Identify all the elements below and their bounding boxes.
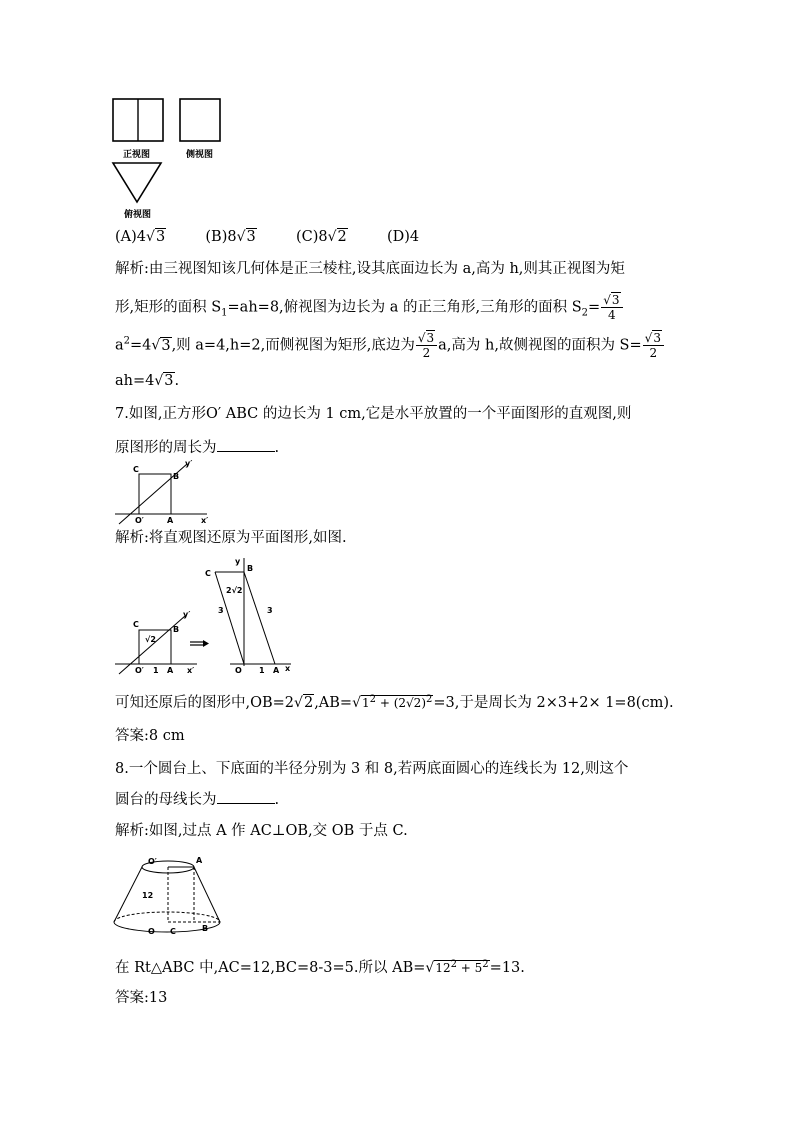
fig4-label-o: O [148, 927, 155, 936]
fig2-label-y: y′ [183, 610, 191, 619]
q8-question-line1: 8.一个圆台上、下底面的半径分别为 3 和 8,若两底面圆心的连线长为 12,则这个 [115, 761, 629, 777]
side-view-label: 侧视图 [186, 150, 214, 160]
option-b: (B)8√3 [205, 229, 256, 245]
fig2-label-b: B [173, 625, 180, 634]
fig4-label-twelve: 12 [142, 891, 154, 900]
fig4-label-o1: O′ [148, 857, 157, 866]
q7-question-line1: 7.如图,正方形O′ ABC 的边长为 1 cm,它是水平放置的一个平面图形的直观图,则 [115, 406, 632, 422]
fig2-label-r2: √2 [145, 635, 156, 644]
top-view-triangle [113, 163, 161, 202]
fig1-label-o: O′ [135, 516, 144, 525]
fig4-label-b: B [202, 924, 209, 933]
q8-solution-text: 解析:如图,过点 A 作 AC⊥OB,交 OB 于点 C. [115, 823, 408, 839]
q7-result-line: 可知还原后的图形中$,OB=2√2,AB=√1^2 + (2√2)^2=3$,于是周长为 2×3+2× 1=8(cm). [115, 694, 674, 711]
fraction-sqrt3-over-2-a: $\frac{√3}{2}$ [416, 331, 437, 360]
fig3-label-s1: 3 [218, 606, 224, 615]
answer-options [115, 227, 419, 247]
fig1-label-c: C [133, 465, 139, 474]
fig4-label-c: C [170, 927, 176, 936]
top-view-label: 俯视图 [124, 210, 152, 220]
fig1-label-b: B [173, 472, 180, 481]
fig1-label-a: A [167, 516, 174, 525]
q6-solution-line1: 解析:由三视图知该几何体是正三棱柱,设其底面边长为 a,高为 h,则其正视图为矩 [115, 261, 625, 277]
q8-answer-blank [217, 789, 275, 804]
fig3-label-one: 1 [259, 666, 265, 675]
fig4-label-a: A [196, 856, 203, 865]
fig3-label-s2: 3 [267, 606, 273, 615]
fig3-label-b: B [247, 564, 254, 573]
fraction-sqrt3-over-2-b: $\frac{√3}{2}$ [643, 331, 664, 360]
q8-answer: 答案:13 [115, 990, 168, 1006]
fig3-label-c: C [205, 569, 211, 578]
fig1-label-y: y′ [185, 459, 193, 468]
side-view-rect [180, 99, 220, 141]
option-a: (A)4√3 [115, 229, 166, 245]
fig2-label-o: O′ [135, 666, 144, 675]
fig3-label-a: A [273, 666, 280, 675]
front-view-label: 正视图 [123, 150, 151, 160]
q6-solution-line4: ah=4√3. [115, 373, 180, 389]
fig2-label-a: A [167, 666, 174, 675]
q7-answer-blank [217, 437, 275, 452]
fig3-label-y: y [235, 557, 241, 566]
q8-frustum-figure [112, 854, 224, 938]
three-view-figure [112, 98, 227, 222]
q7-question-line2: 原图形的周长为 . [115, 437, 279, 458]
q6-solution-line2: 形,矩形的面积 $S_1=ah=8$,俯视图为边长为 a 的正三角形,三角形的面积 $S_2=$ $\frac{√3}{4}$ [115, 293, 624, 323]
q7-answer: 答案:8 cm [115, 728, 185, 744]
q8-question-line2: 圆台的母线长为 . [115, 789, 279, 810]
q7-solution-text: 解析:将直观图还原为平面图形,如图. [115, 530, 347, 546]
fig3-label-t: 2√2 [226, 586, 243, 595]
fig3-label-o: O [235, 666, 242, 675]
fig2-label-c: C [133, 620, 139, 629]
q8-result-line: 在 Rt△ABC 中,AC=12,BC=8-3=5.所以 $AB=√12^2 + 5^2=13$. [115, 959, 525, 976]
q6-solution-line3: $a^2=4√3$,则 a=4,h=2,而侧视图为矩形,底边为 $\frac{√3}{2}$ a,高为 h,故侧视图的面积为 S= $\frac{√3}{2}$ [115, 331, 665, 360]
fig1-label-x: x′ [201, 516, 209, 525]
option-d: (D)4 [386, 229, 420, 245]
q7-original-figure [205, 556, 297, 674]
q7-intuitive-figure [115, 459, 215, 525]
fig2-label-x: x′ [187, 666, 195, 675]
option-c: (C)8√2 [295, 229, 347, 245]
fig2-label-one: 1 [153, 666, 159, 675]
fig3-label-x: x [285, 664, 291, 673]
fraction-sqrt3-over-4: $\frac{√3}{4}$ [601, 293, 622, 322]
